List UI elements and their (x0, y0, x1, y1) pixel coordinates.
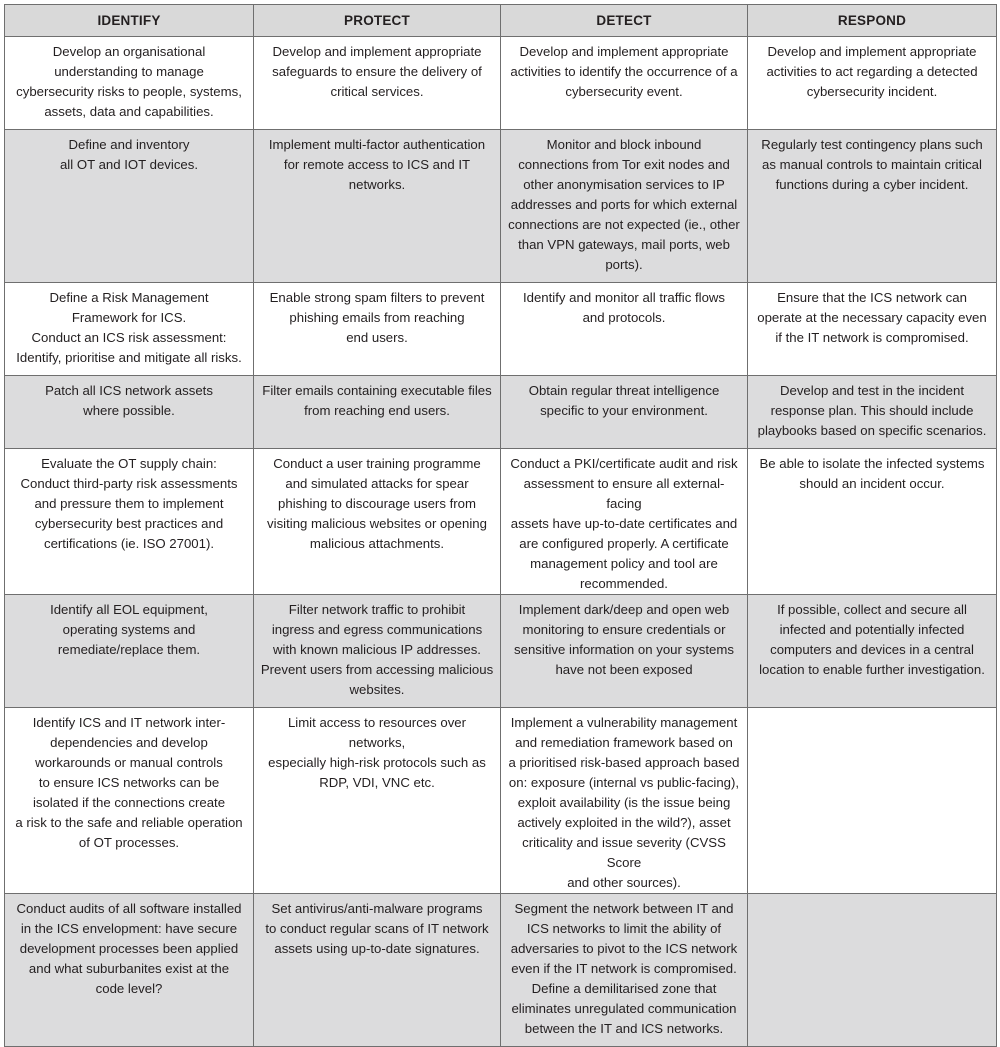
protect-cell (254, 708, 501, 894)
protect-cell (254, 376, 501, 449)
cell-text: Develop and implement appropriate activities to identify the occurrence of a cybersecurity event. (510, 44, 738, 99)
cell-text: Develop and implement appropriate activities to act regarding a detected cybersecurity incident. (766, 44, 978, 99)
cell-text: Evaluate the OT supply chain: Conduct third-party risk assessments and pressure them to implement cybersecurity best practices and certifications (ie. ISO 27001). (20, 456, 238, 551)
cell-text: Ensure that the ICS network can operate at the necessary capacity even if the IT network is compromised. (757, 290, 987, 345)
identify-cell (5, 894, 254, 1047)
respond-cell (748, 449, 997, 595)
table-row (5, 894, 997, 1047)
identify-cell (5, 449, 254, 595)
respond-cell (748, 595, 997, 708)
identify-cell (5, 283, 254, 376)
cell-text: Set antivirus/anti-malware programs to conduct regular scans of IT network assets using up-to-date signatures. (265, 901, 489, 956)
protect-cell (254, 37, 501, 130)
cell-text: Define and inventory all OT and IOT devices. (59, 137, 199, 172)
header-row (5, 5, 997, 37)
detect-cell (501, 894, 748, 1047)
detect-cell (501, 595, 748, 708)
table-row (5, 37, 997, 130)
framework-table (4, 4, 997, 1047)
cell-text: Filter emails containing executable files from reaching end users. (262, 383, 492, 418)
header-detect: DETECT (501, 5, 748, 37)
cell-text: Filter network traffic to prohibit ingress and egress communications with known malicious IP addresses. Prevent users from accessing malicious websites. (260, 602, 494, 697)
detect-cell (501, 376, 748, 449)
cell-text: Identify all EOL equipment, operating systems and remediate/replace them. (50, 602, 208, 657)
protect-cell (254, 894, 501, 1047)
cell-text: Conduct a PKI/certificate audit and risk assessment to ensure all external-facing assets have up-to-date certificates and are configured properly. A certificate management policy and tool are recommended. (510, 456, 738, 591)
cell-text: Patch all ICS network assets where possible. (45, 383, 213, 418)
cell-text: Regularly test contingency plans such as manual controls to maintain critical functions during a cyber incident. (761, 137, 983, 192)
respond-cell (748, 708, 997, 894)
cell-text: Enable strong spam filters to prevent phishing emails from reaching end users. (269, 290, 485, 345)
detect-cell (501, 449, 748, 595)
cell-text: Implement dark/deep and open web monitoring to ensure credentials or sensitive information on your systems have not been exposed (514, 602, 734, 677)
cell-text: Identify ICS and IT network inter- dependencies and develop workarounds or manual controls to ensure ICS networks can be isolated if the connections create a risk to the safe and reliable operation of OT processes. (15, 715, 243, 850)
identify-cell (5, 37, 254, 130)
protect-cell (254, 449, 501, 595)
table-row (5, 449, 997, 595)
protect-cell (254, 130, 501, 283)
header-respond: RESPOND (748, 5, 997, 37)
detect-cell (501, 708, 748, 894)
identify-cell (5, 708, 254, 894)
cell-text: Be able to isolate the infected systems should an incident occur. (759, 456, 985, 491)
identify-cell (5, 595, 254, 708)
cell-text: Define a Risk Management Framework for ICS. Conduct an ICS risk assessment: Identify, prioritise and mitigate all risks. (16, 290, 242, 365)
detect-cell (501, 130, 748, 283)
table-row (5, 708, 997, 894)
respond-cell (748, 283, 997, 376)
cell-text: Segment the network between IT and ICS networks to limit the ability of adversaries to pivot to the ICS network even if the IT network is compromised. Define a demilitarised zone that eliminates unregulated communication between the IT and ICS networks. (510, 901, 738, 1036)
detect-cell (501, 37, 748, 130)
table-row (5, 595, 997, 708)
cell-text: Implement multi-factor authentication for remote access to ICS and IT networks. (268, 137, 486, 192)
detect-cell (501, 283, 748, 376)
table-row (5, 283, 997, 376)
table-row (5, 130, 997, 283)
respond-cell (748, 376, 997, 449)
header-protect: PROTECT (254, 5, 501, 37)
cell-text: Obtain regular threat intelligence specific to your environment. (528, 383, 720, 418)
cell-text: Develop an organisational understanding to manage cybersecurity risks to people, systems, assets, data and capabilities. (16, 44, 242, 119)
identify-cell (5, 130, 254, 283)
respond-cell (748, 130, 997, 283)
cell-text: Identify and monitor all traffic flows and protocols. (522, 290, 726, 325)
cell-text: Conduct audits of all software installed in the ICS envelopment: have secure development processes been applied and what suburbanites exist at the code level? (16, 901, 242, 996)
protect-cell (254, 595, 501, 708)
protect-cell (254, 283, 501, 376)
respond-cell (748, 894, 997, 1047)
respond-cell (748, 37, 997, 130)
cell-text: Monitor and block inbound connections from Tor exit nodes and other anonymisation services to IP addresses and ports for which external connections are not expected (ie., other than VPN gateways, mail ports, web ports). (508, 137, 740, 272)
cell-text: Develop and implement appropriate safeguards to ensure the delivery of critical services. (272, 44, 482, 99)
identify-cell (5, 376, 254, 449)
header-identify: IDENTIFY (5, 5, 254, 37)
cell-text: Develop and test in the incident response plan. This should include playbooks based on specific scenarios. (757, 383, 987, 438)
table-row (5, 376, 997, 449)
cell-text: Conduct a user training programme and simulated attacks for spear phishing to discourage users from visiting malicious websites or opening malicious attachments. (267, 456, 487, 551)
cell-text: If possible, collect and secure all infected and potentially infected computers and devices in a central location to enable further investigation. (759, 602, 985, 677)
cell-text: Implement a vulnerability management and remediation framework based on a prioritised risk-based approach based on: exposure (internal vs public-facing), exploit availability (is the issue being actively exploited in the wild?), asset criticality and issue severity (CVSS Score and other sources). (508, 715, 740, 890)
cell-text: Limit access to resources over networks, especially high-risk protocols such as RDP, VDI, VNC etc. (268, 715, 486, 790)
